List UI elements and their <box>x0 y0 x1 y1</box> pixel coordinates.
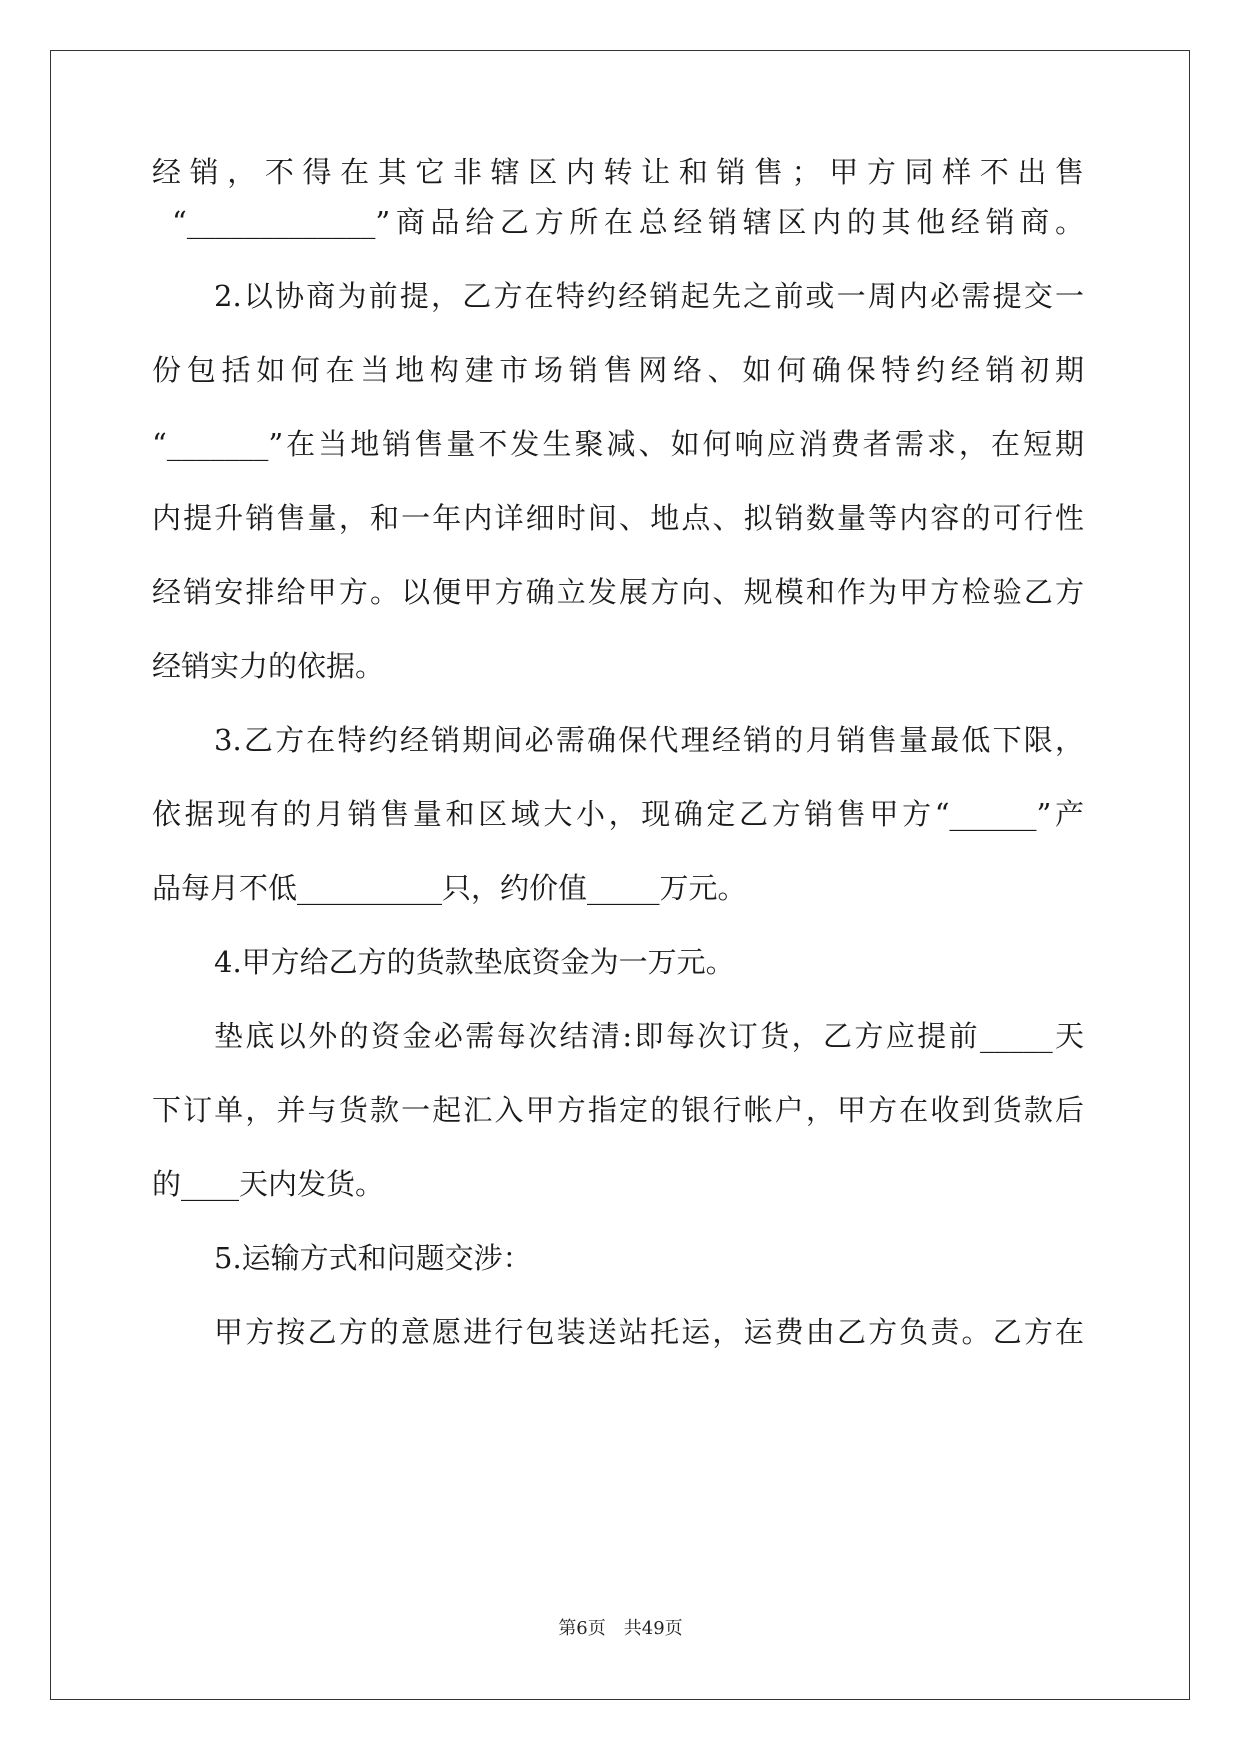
text-line: 品每月不低__________只，约价值_____万元。 <box>152 871 747 905</box>
text-line: 份包括如何在当地构建市场销售网络、如何确保特约经销初期 <box>152 353 1084 387</box>
text-line: 5.运输方式和问题交涉： <box>214 1241 532 1275</box>
text-line: 经销，不得在其它非辖区内转让和销售；甲方同样不出售 <box>152 155 1084 189</box>
text-line: 依据现有的月销售量和区域大小，现确定乙方销售甲方“______”产 <box>152 797 1084 831</box>
text-line: 经销实力的依据。 <box>152 649 385 683</box>
text-line: 下订单，并与货款一起汇入甲方指定的银行帐户，甲方在收到货款后 <box>152 1093 1084 1127</box>
page-number: 第6页 共49页 <box>558 1618 683 1639</box>
text-line: 内提升销售量，和一年内详细时间、地点、拟销数量等内容的可行性 <box>152 501 1084 535</box>
text-line: 甲方按乙方的意愿进行包装送站托运，运费由乙方负责。乙方在 <box>214 1315 1084 1349</box>
text-line: 2.以协商为前提，乙方在特约经销起先之前或一周内必需提交一 <box>214 279 1084 313</box>
text-line: “_____________”商品给乙方所在总经销辖区内的其他经销商。 <box>172 205 1084 239</box>
text-line: “_______”在当地销售量不发生聚减、如何响应消费者需求，在短期 <box>152 427 1084 461</box>
text-line: 4.甲方给乙方的货款垫底资金为一万元。 <box>214 945 735 979</box>
text-line: 3.乙方在特约经销期间必需确保代理经销的月销售量最低下限， <box>214 723 1084 757</box>
text-line: 经销安排给甲方。以便甲方确立发展方向、规模和作为甲方检验乙方 <box>152 575 1084 609</box>
text-line: 的____天内发货。 <box>152 1167 385 1201</box>
text-line: 垫底以外的资金必需每次结清:即每次订货，乙方应提前_____天 <box>214 1019 1084 1053</box>
